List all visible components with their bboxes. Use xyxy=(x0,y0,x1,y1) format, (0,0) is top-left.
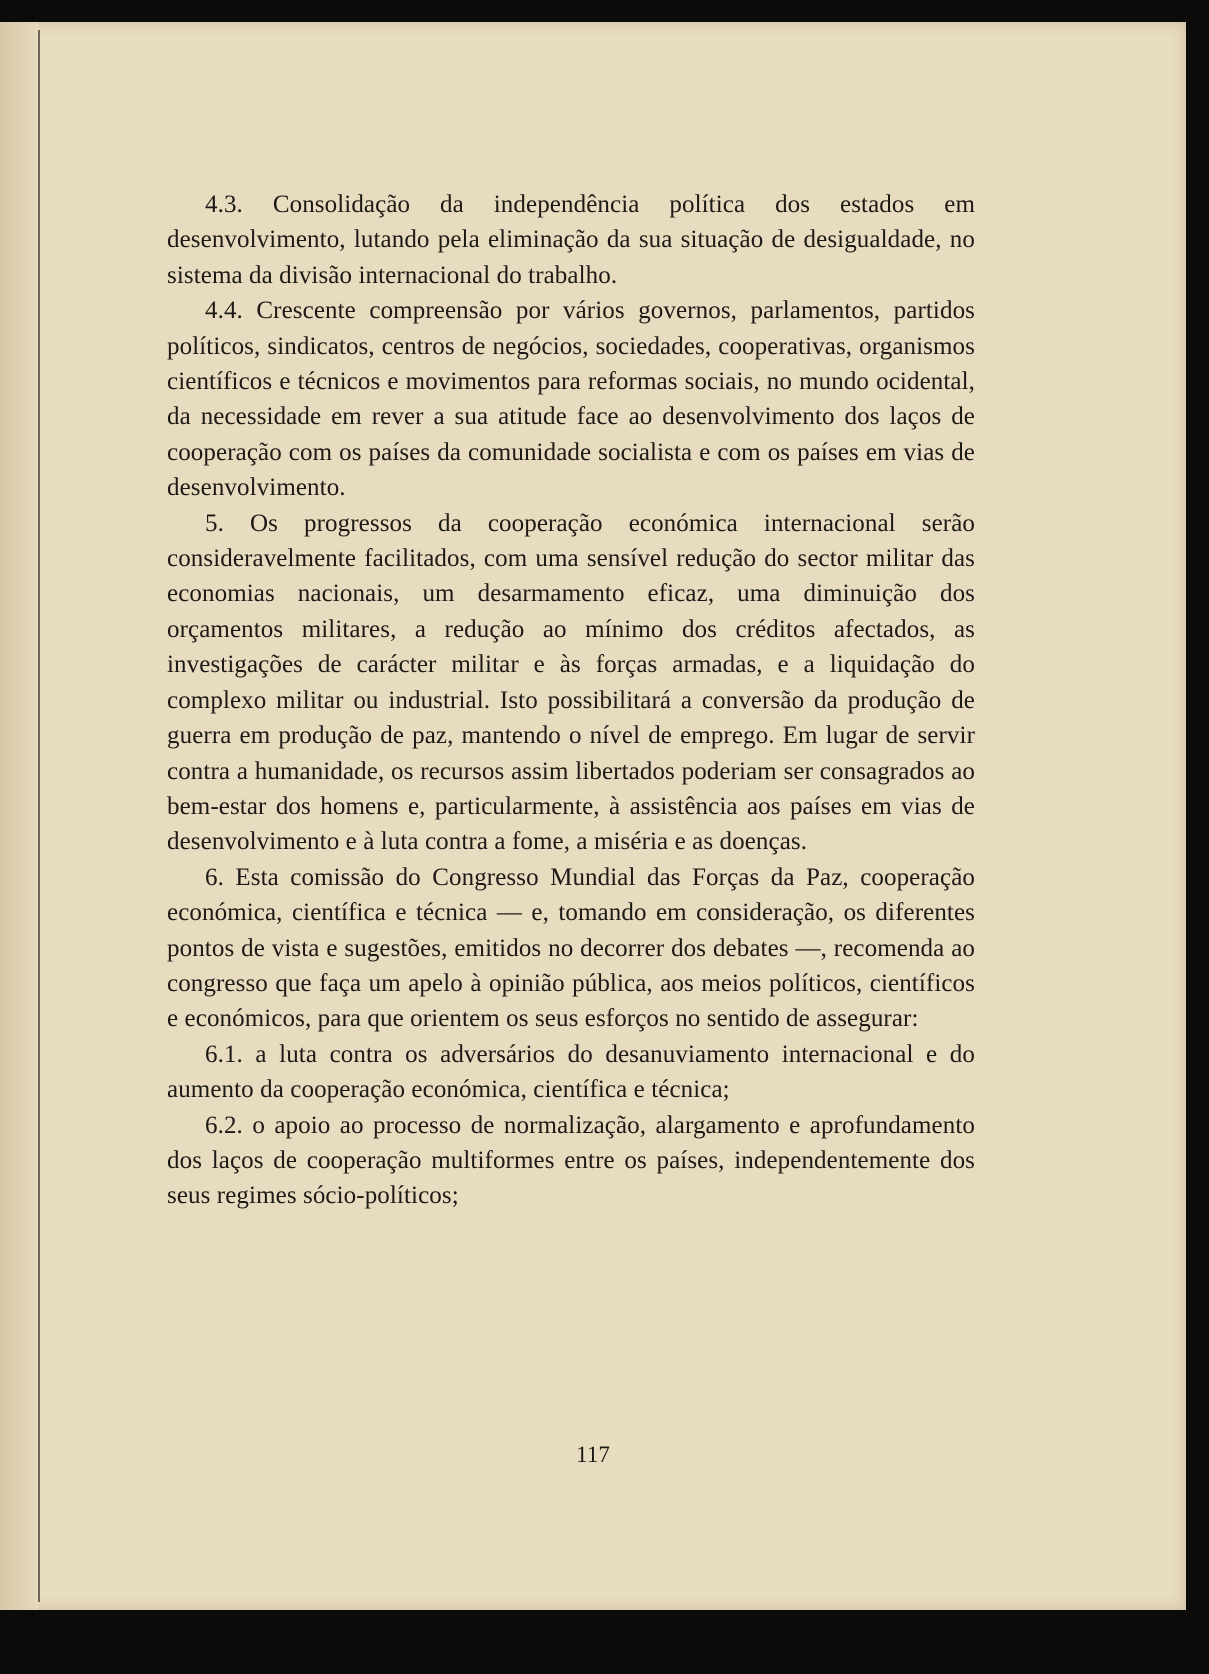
spine-line xyxy=(38,30,40,1602)
page-number: 117 xyxy=(576,1442,610,1467)
book-page xyxy=(0,22,1186,1610)
paragraph-4-3: 4.3. Consolidação da independência política dos estados em desenvolvimento, lutando pela eliminação da sua situação de desigualdade, no sistema da divisão internacional do trabalho. xyxy=(167,191,975,289)
paragraph-6: 6. Esta comissão do Congresso Mundial das Forças da Paz, cooperação económica, científica e técnica — e, tomando em consideração, os diferentes pontos de vista e sugestões, emitidos no decorrer dos debates —, recomenda ao congresso que faça um apelo à opinião pública, aos meios políticos, científicos e económicos, para que orientem os seus esforços no sentido de assegurar: xyxy=(167,863,975,1033)
spine-shade xyxy=(0,22,38,1610)
paragraph-6-2: 6.2. o apoio ao processo de normalização, alargamento e aprofundamento dos laços de cooperação multiformes entre os países, independentemente dos seus regimes sócio-políticos; xyxy=(167,1111,975,1210)
paragraph-4-4: 4.4. Crescente compreensão por vários governos, parlamentos, partidos políticos, sindicatos, centros de negócios, sociedades, cooperativas, organismos científicos e técnicos e movimentos para reformas sociais, no mundo ocidental, da necessidade em rever a sua atitude face ao desenvolvimento dos laços de cooperação com os países da comunidade socialista e com os países em vias de desenvolvimento. xyxy=(167,297,975,502)
paragraph-6-1: 6.1. a luta contra os adversários do desanuviamento internacional e do aumento da cooperação económica, científica e técnica; xyxy=(167,1040,975,1104)
paragraph-5: 5. Os progressos da cooperação económica internacional serão consideravelmente facilitados, com uma sensível redução do sector militar das economias nacionais, um desarmamento eficaz, uma diminuição dos orçamentos militares, a redução ao mínimo dos créditos afectados, as investigações de carácter militar e às forças armadas, e a liquidação do complexo militar ou industrial. Isto possibilitará a conversão da produção de guerra em produção de paz, mantendo o nível de emprego. Em lugar de servir contra a humanidade, os recursos assim libertados poderiam ser consagrados ao bem-estar dos homens e, particularmente, à assistência aos países em vias de desenvolvimento e à luta contra a fome, a miséria e as doenças. xyxy=(167,509,975,856)
body-text xyxy=(167,187,975,1214)
